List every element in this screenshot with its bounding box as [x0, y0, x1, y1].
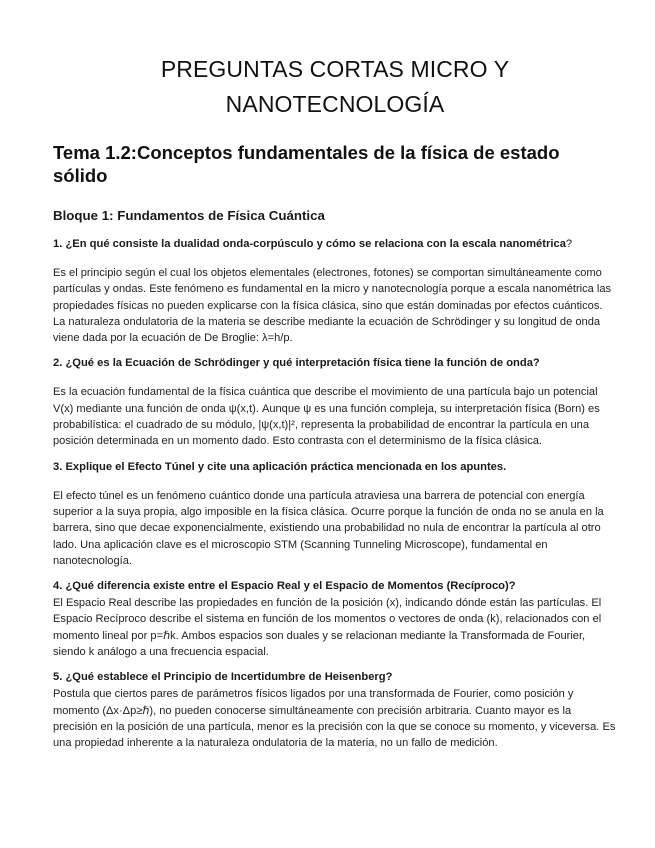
answer-text: Es la ecuación fundamental de la física cuántica que describe el movimiento de una partícula bajo un potencial V(x) mediante una función de onda ψ(x,t). Aunque ψ es una función compleja, su interpretación física (Born) es probabilística: el cuadrado de su módulo, |ψ(x,t)|², representa la probabilidad de encontrar la partícula en una posición determinada en un momento dado. Esto contrasta con el determinismo de la física clásica.	[53, 386, 600, 448]
question-label: 1. ¿En qué consiste la dualidad onda-corpúsculo y cómo se relaciona con la escala nanométrica	[53, 238, 566, 250]
question-text	[53, 579, 617, 594]
question-item-1	[53, 237, 617, 346]
question-item-4	[53, 579, 617, 660]
block-title: Bloque 1: Fundamentos de Física Cuántica	[53, 208, 325, 223]
topic-title: Tema 1.2:Conceptos fundamentales de la física de estado sólido	[53, 142, 560, 186]
answer-text: Postula que ciertos pares de parámetros físicos ligados por una transformada de Fourier, como posición y momento (Δx·Δp≥ℏ), no pueden conocerse simultáneamente con precisión arbitraria. Cuanto mayor es la precisión en la posición de una partícula, menor es la precisión con la que se conoce su momento, y viceversa. Es una propiedad inherente a la naturaleza ondulatoria de la materia, no un fallo de medición.	[53, 688, 616, 750]
question-label: 4. ¿Qué diferencia existe entre el Espacio Real y el Espacio de Momentos (Recíproco)?	[53, 580, 516, 593]
question-text	[53, 670, 617, 685]
question-text	[53, 356, 617, 371]
answer-text: El Espacio Real describe las propiedades en función de la posición (x), indicando dónde están las partículas. El Espacio Recíproco describe el sistema en función de los momentos o vectores de onda (k), relacionados con el momento lineal por p=ℏk. Ambos espacios son duales y se relacionan mediante la Transformada de Fourier, siendo k análogo a una frecuencia espacial.	[53, 597, 602, 659]
question-text	[53, 237, 617, 252]
question-item-5	[53, 670, 617, 751]
question-tail: ?	[565, 238, 573, 250]
question-label: 2. ¿Qué es la Ecuación de Schrödinger y qué interpretación física tiene la función de onda?	[53, 357, 540, 370]
question-label: 5. ¿Qué establece el Principio de Incertidumbre de Heisenberg?	[53, 671, 393, 684]
question-item-3	[53, 460, 617, 569]
answer-text: Es el principio según el cual los objetos elementales (electrones, fotones) se comportan simultáneamente como partículas y ondas. Este fenómeno es fundamental en la micro y nanotecnología porque a escala nanométrica las propiedades físicas no pueden explicarse con la física clásica, sino que están dominadas por efectos cuánticos. La naturaleza ondulatoria de la materia se describe mediante la ecuación de Schrödinger y su longitud de onda viene dada por la ecuación de De Broglie: λ=h/p.	[53, 267, 612, 345]
question-item-2	[53, 356, 617, 449]
question-text	[53, 460, 617, 475]
question-label: 3. Explique el Efecto Túnel y cite una aplicación práctica mencionada en los apuntes.	[53, 460, 507, 473]
document-title: PREGUNTAS CORTAS MICRO Y NANOTECNOLOGÍA	[160, 56, 510, 117]
answer-text: El efecto túnel es un fenómeno cuántico donde una partícula atraviesa una barrera de potencial con energía superior a la suya propia, algo imposible en la física clásica. Ocurre porque la función de onda no se anula en la barrera, sino que decae exponencialmente, existiendo una probabilidad no nula de encontrar la partícula al otro lado. Una aplicación clave es el microscopio STM (Scanning Tunneling Microscope), fundamental en nanotecnología.	[53, 489, 604, 567]
